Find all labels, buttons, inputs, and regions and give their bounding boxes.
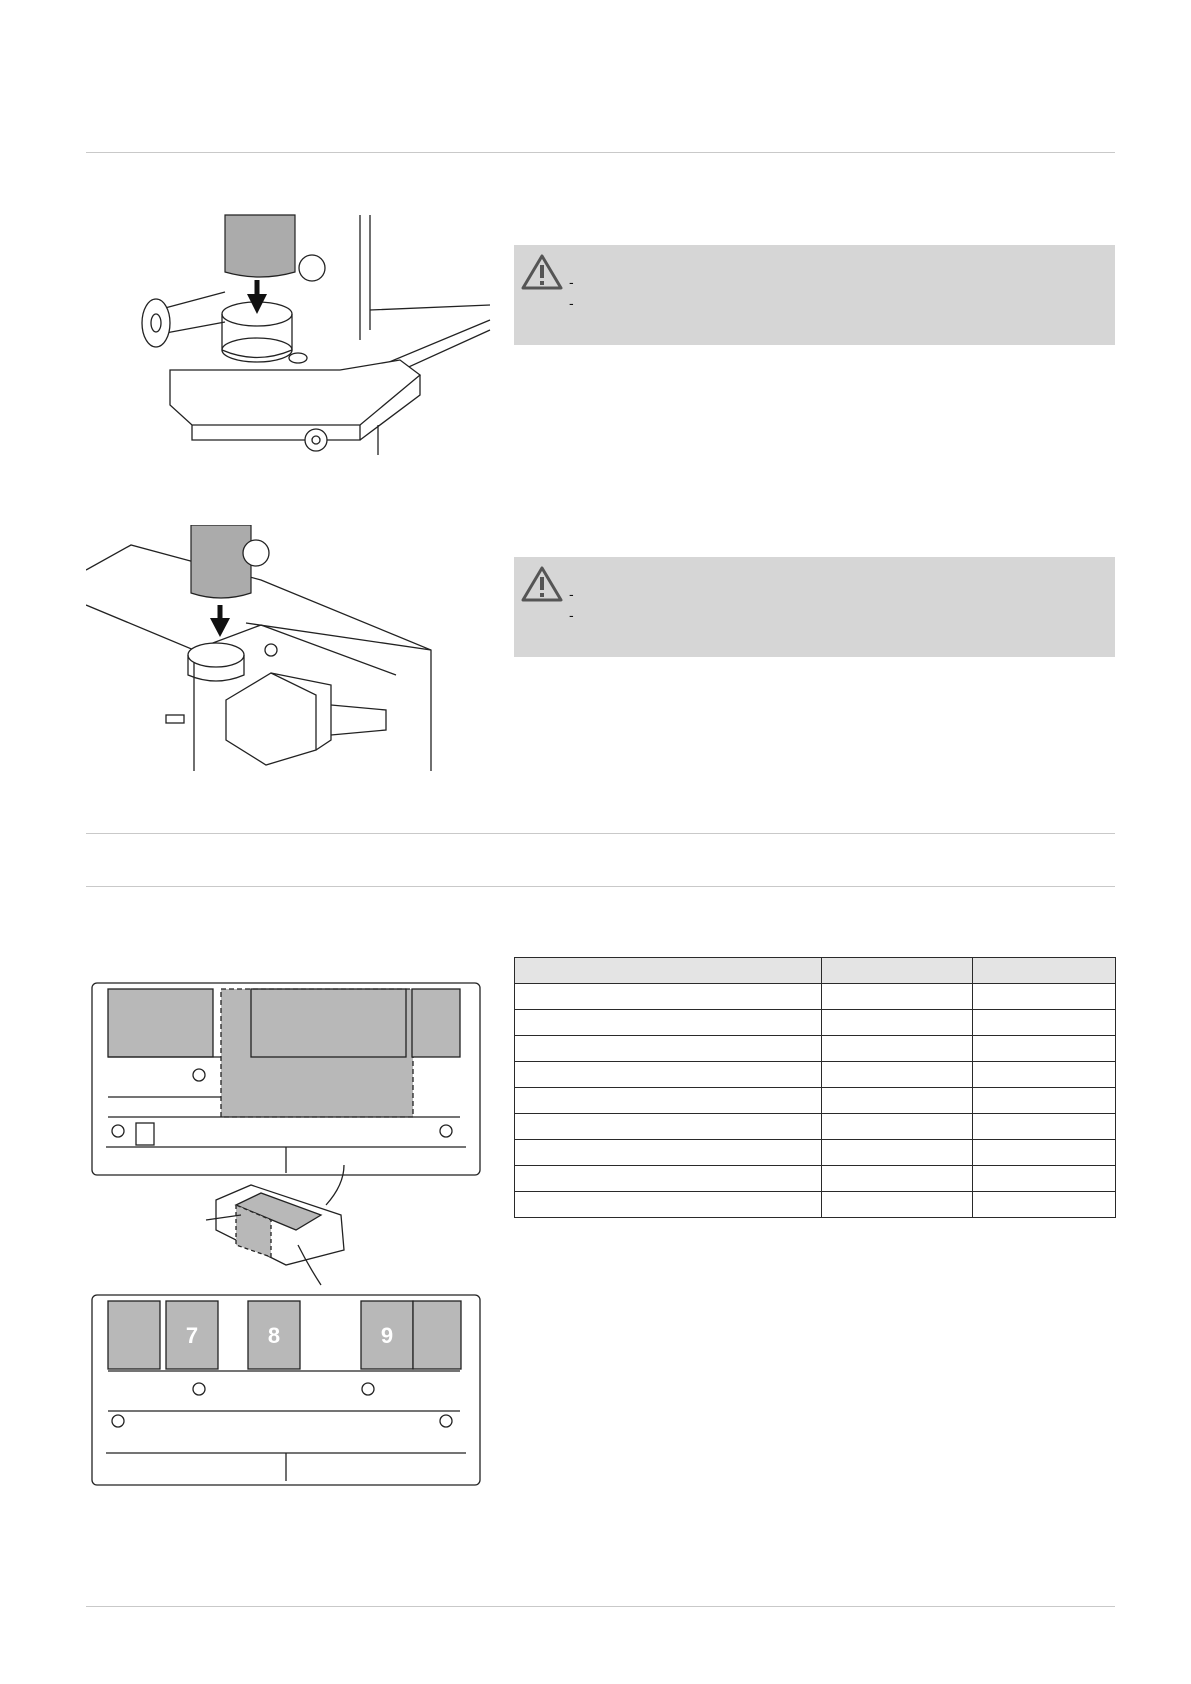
table-row <box>515 1036 1116 1062</box>
warning-triangle-icon <box>520 253 564 291</box>
table-row <box>515 1166 1116 1192</box>
warning-triangle-icon <box>520 565 564 603</box>
top-rule <box>86 152 1115 153</box>
board-label-7: 7 <box>185 1323 199 1348</box>
board-label-8: 8 <box>267 1323 281 1348</box>
warning-bullet: - <box>569 274 574 290</box>
figure-flue-top-install <box>86 525 436 771</box>
table-row <box>515 1140 1116 1166</box>
bottom-rule <box>86 1606 1115 1607</box>
warning-bullet: - <box>569 295 574 311</box>
table-row <box>515 1010 1116 1036</box>
warning-bullet: - <box>569 607 574 623</box>
specification-table <box>514 957 1116 1218</box>
warning-bullet: - <box>569 586 574 602</box>
warning-box-2 <box>514 557 1115 657</box>
table-header-row <box>515 958 1116 984</box>
table-row <box>515 1088 1116 1114</box>
table-row <box>515 1114 1116 1140</box>
table-row <box>515 1062 1116 1088</box>
table-row <box>515 984 1116 1010</box>
board-label-9: 9 <box>380 1323 394 1348</box>
table-row <box>515 1192 1116 1218</box>
section-rule-1 <box>86 833 1115 834</box>
section-rule-2 <box>86 886 1115 887</box>
figure-flue-base-install <box>130 210 492 470</box>
warning-box-1 <box>514 245 1115 345</box>
figure-control-panel-boards <box>86 975 486 1490</box>
